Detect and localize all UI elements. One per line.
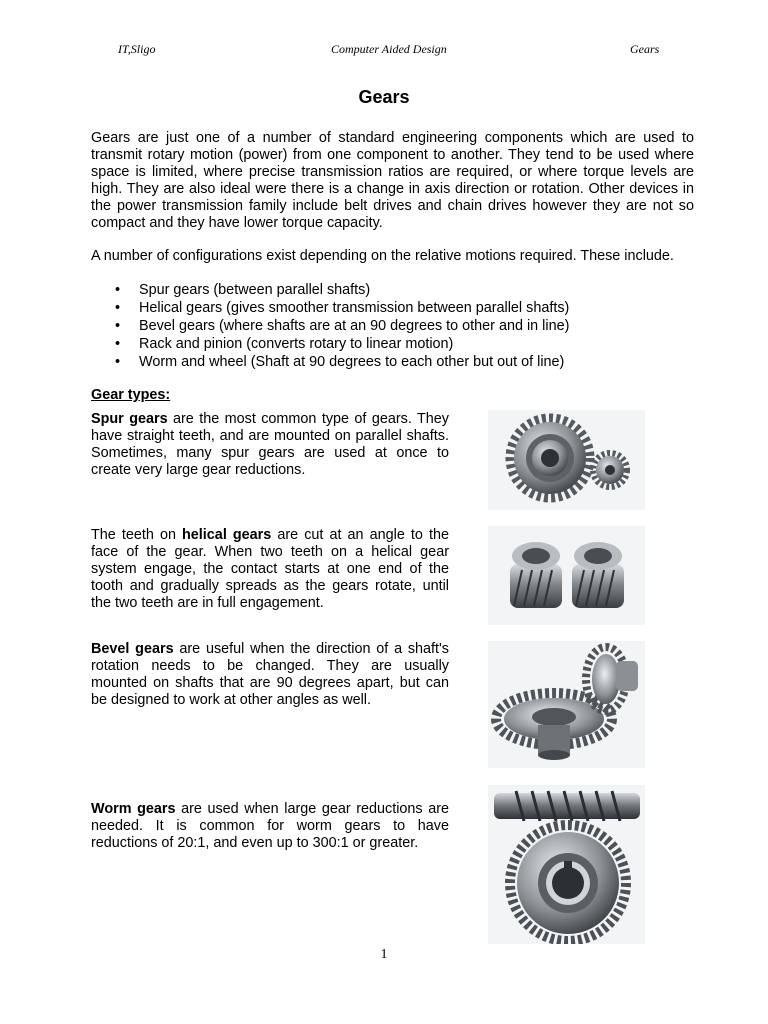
header-right: Gears [630,42,660,56]
worm-gears-paragraph: Worm gears are used when large gear reductions are needed. It is common for worm gears to have reductions of 20:1, and even up to 300:1 or greater. [91,801,449,851]
list-item: • Helical gears (gives smoother transmission between parallel shafts) [115,299,569,317]
bevel-gears-paragraph: Bevel gears are useful when the direction of a shaft's rotation needs to be changed. They are usually mounted on shafts that are 90 degrees apart, but can be designed to work at other angles as well. [91,641,449,708]
spur-gears-term: Spur gears [91,411,168,427]
page-number: 1 [380,947,388,962]
spur-gears-paragraph: Spur gears are the most common type of gears. They have straight teeth, and are mounted on parallel shafts. Sometimes, many spur gears are used at once to create very large gear reductions. [91,411,449,478]
list-item: • Spur gears (between parallel shafts) [115,281,569,299]
worm-gears-term: Worm gears [91,801,176,817]
list-item: • Bevel gears (where shafts are at an 90 degrees to other and in line) [115,317,569,335]
worm-gear-image [488,785,645,944]
header-left: IT,Sligo [118,42,156,56]
helical-gear-image [488,526,645,625]
bevel-gears-term: Bevel gears [91,641,174,657]
spur-gear-image [488,410,645,510]
gear-types-heading: Gear types: [91,387,171,403]
helical-gears-term: helical gears [182,527,272,543]
configs-intro: A number of configurations exist depending on the relative motions required. These include. [91,248,674,264]
bevel-gear-image [488,641,645,768]
list-item: • Rack and pinion (converts rotary to linear motion) [115,335,569,353]
helical-gears-paragraph: The teeth on helical gears are cut at an angle to the face of the gear. When two teeth on a helical gear system engage, the contact starts at one end of the tooth and gradually spreads as the gears rotate, until the two teeth are in full engagement. [91,527,449,611]
intro-paragraph: Gears are just one of a number of standard engineering components which are used to transmit rotary motion (power) from one component to another. They tend to be used where space is limited, where precise transmission ratios are required, or where torque levels are high. They are also ideal were there is a change in axis direction or rotation. Other devices in the power transmission family include belt drives and chain drives however they are not so compact and they have lower torque capacity. [91,130,694,231]
header-center: Computer Aided Design [331,42,447,56]
list-item: • Worm and wheel (Shaft at 90 degrees to each other but out of line) [115,353,569,371]
configs-list [115,281,569,371]
page-title: Gears [358,87,410,107]
